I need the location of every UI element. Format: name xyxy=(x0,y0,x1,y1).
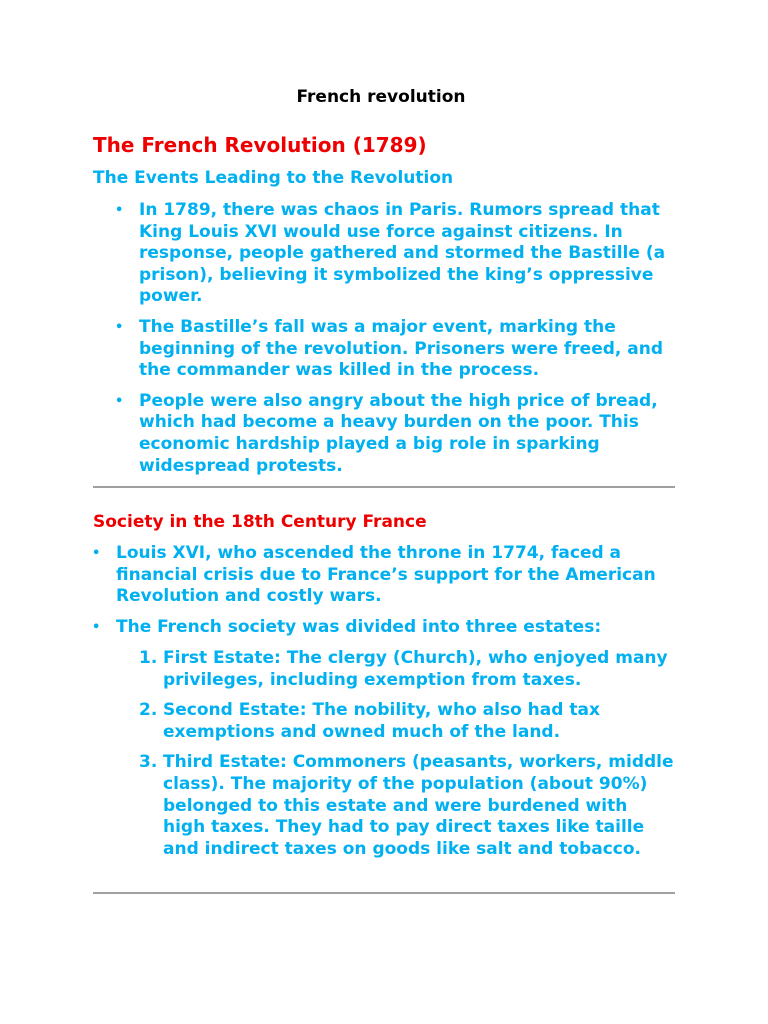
list-item xyxy=(115,200,669,308)
horizontal-rule xyxy=(93,486,675,488)
bullet-icon: • xyxy=(115,203,124,218)
list-item xyxy=(139,700,675,743)
list-item-text: In 1789, there was chaos in Paris. Rumors spread that King Louis XVI would use force against citizens. In response, people gathered and stormed the Bastille (a prison), believing it symbolized the king’s oppressive power. xyxy=(139,200,666,307)
estates-numbered-list xyxy=(139,648,675,869)
bullet-icon: • xyxy=(115,319,124,335)
list-number: 2. xyxy=(139,700,158,721)
society-bullet-list xyxy=(92,543,672,647)
list-item xyxy=(139,752,675,860)
list-item xyxy=(92,616,672,639)
list-number: 3. xyxy=(139,752,158,773)
main-heading: The French Revolution (1789) xyxy=(93,133,427,157)
list-item-text: Louis XVI, who ascended the throne in 1774, faced a financial crisis due to France’s support for the American Revolution and costly wars. xyxy=(116,543,656,607)
list-item-text: People were also angry about the high price of bread, which had become a heavy burden on the poor. This economic hardship played a big role in sparking widespread protests. xyxy=(139,390,658,476)
bullet-icon: • xyxy=(92,546,101,561)
section-heading-events: The Events Leading to the Revolution xyxy=(93,168,454,188)
list-item xyxy=(115,316,669,382)
list-item-text: Third Estate: Commoners (peasants, workers, middle class). The majority of the population (about 90%) belonged to this estate and were burdened with high taxes. They had to pay direct taxes like taille and indirect taxes on goods like salt and tobacco. xyxy=(163,752,674,859)
list-item-text: The French society was divided into three estates: xyxy=(116,616,602,637)
bullet-icon: • xyxy=(92,619,101,635)
events-bullet-list xyxy=(115,200,669,486)
list-item-text: The Bastille’s fall was a major event, marking the beginning of the revolution. Prisoners were freed, and the commander was killed in the process. xyxy=(139,316,664,381)
horizontal-rule xyxy=(93,892,675,894)
list-item-text: First Estate: The clergy (Church), who enjoyed many privileges, including exemption from taxes. xyxy=(163,648,668,690)
section-heading-society: Society in the 18th Century France xyxy=(93,512,427,532)
list-item xyxy=(92,543,672,608)
bullet-icon: • xyxy=(115,393,124,409)
list-number: 1. xyxy=(139,648,158,668)
list-item-text: Second Estate: The nobility, who also had tax exemptions and owned much of the land. xyxy=(163,700,600,742)
document-title: French revolution xyxy=(296,87,466,107)
list-item xyxy=(139,648,675,691)
list-item xyxy=(115,390,669,477)
